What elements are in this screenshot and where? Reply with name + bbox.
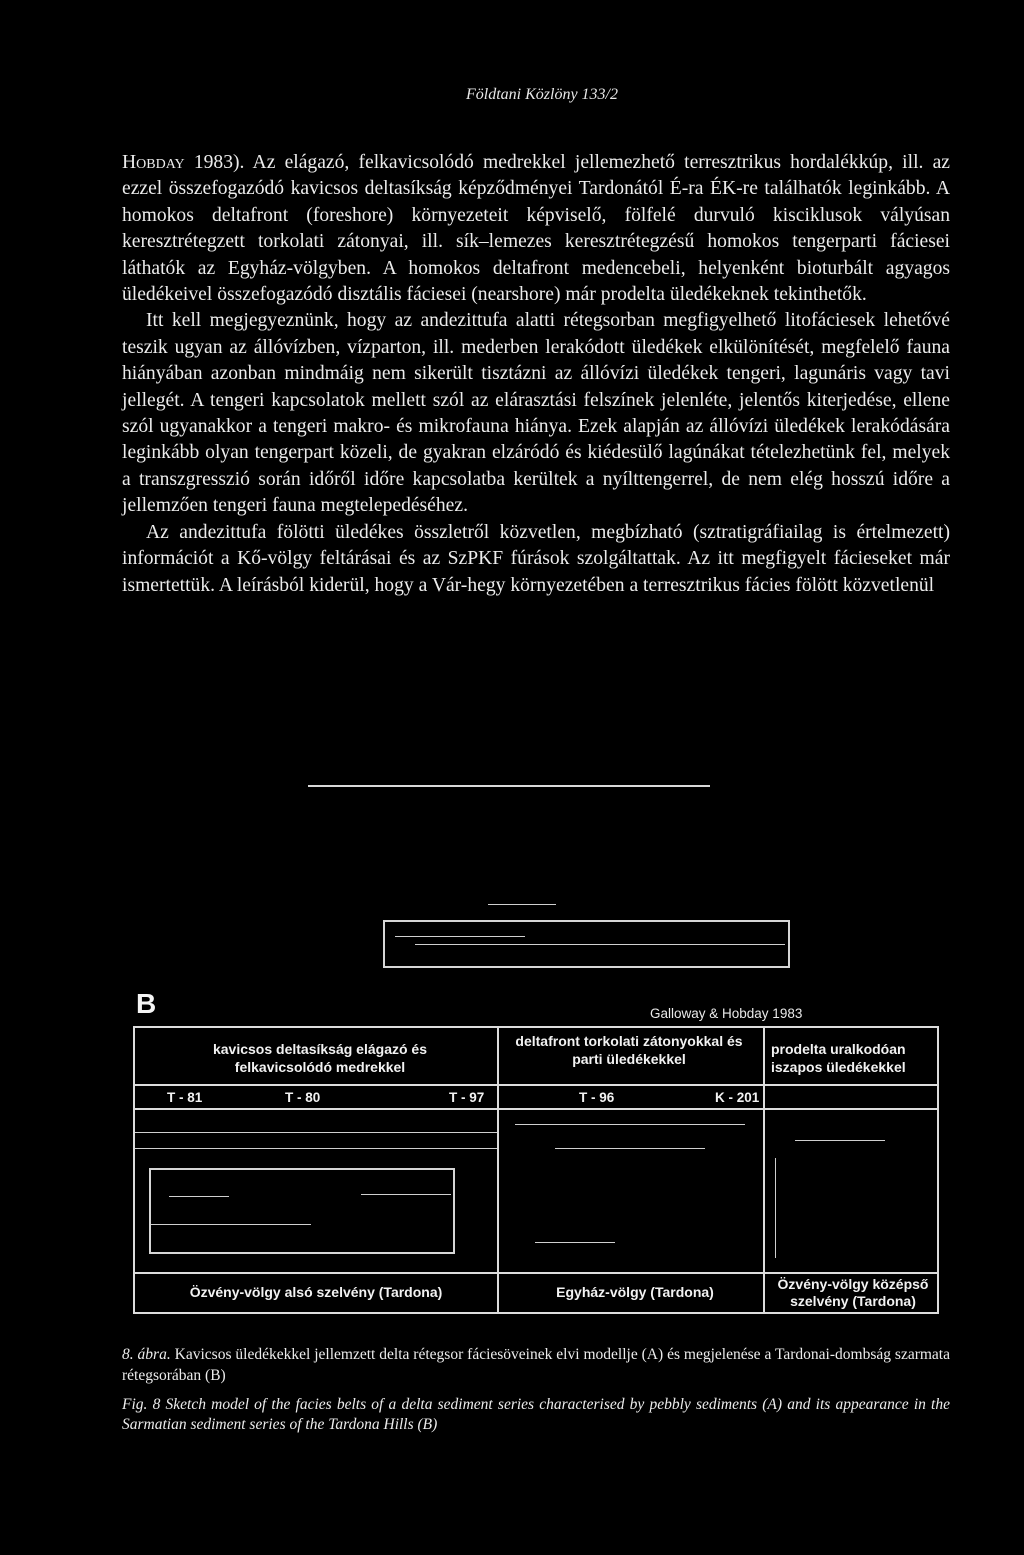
caption-hu: [122, 1345, 950, 1387]
footer-ozveny-also: Özvény-völgy alsó szelvény (Tardona): [189, 1284, 443, 1300]
well-label: T - 96: [579, 1090, 615, 1105]
well-label: K - 201: [715, 1090, 760, 1105]
facies-line: [515, 1124, 745, 1125]
facies-line: [555, 1148, 705, 1149]
paragraph-2: Itt kell megjegyeznünk, hogy az andezittufa alatti rétegsorban megfigyelhető litofáciesek lehetővé teszik ugyan az állóvízben, vízparton, ill. mederben lerakódott üledékek elkülönítését, megfelelő fauna hiányában azonban mindmáig nem sikerült tisztázni az állóvízi üledékek tengeri, lagunáris vagy tavi jellegét. A tengeri kapcsolatok mellett szól az elárasztási felszínek jelenléte, jelentős kiterjedése, ellene szól ugyanakkor a tengeri makro- és mikrofauna hiánya. Ezek alapján az állóvízi üledékek lerakódására leginkább olyan tengerpart közeli, de gyakran elzáródó és kiédesülő lagúnákat tételezhetünk fel, melyek a transzgresszió során időről időre kapcsolatba kerültek a nyílttengerrel, de nem elég hosszú időre a jellemzően tengeri fauna megtelepedéséhez.: [122, 310, 950, 517]
paragraph-1: [122, 150, 950, 308]
running-head: Földtani Közlöny 133/2: [466, 86, 618, 103]
facies-line: [535, 1242, 615, 1243]
column-divider: [497, 1028, 499, 1312]
row-divider: [135, 1084, 937, 1086]
footer-ozveny-kozepso: Özvény-völgy középső szelvény (Tardona): [777, 1276, 929, 1309]
caption-en: Fig. 8 Sketch model of the facies belts of a delta sediment series characterised by pebbly sediments (A) and its appearance in the Sarmatian sediment series of the Tardona Hills (B): [122, 1395, 950, 1434]
paragraph-3: Az andezittufa fölötti üledékes összletről közvetlen, megbízható (sztratigráfiailag is értelmezett) információt a Kő-völgy feltárásai és az SzPKF fúrások szolgáltattak. Az itt megfigyelt fácieseket már ismertettük. A leírásból kiderül, hogy a Vár-hegy környezetében a terresztrikus fácies fölött közvetlenül: [122, 521, 950, 596]
facies-line: [135, 1148, 497, 1149]
panel-a-line: [488, 904, 556, 905]
facies-line: [775, 1158, 776, 1258]
footer-egyhaz: Egyház-völgy (Tardona): [556, 1284, 714, 1300]
column-divider: [763, 1028, 765, 1312]
row-divider: [135, 1108, 937, 1110]
body-text: [122, 150, 950, 599]
header-prodelta: prodelta uralkodóan iszapos üledékekkel: [771, 1041, 906, 1075]
caption-hu-text: Kavicsos üledékekkel jellemzett delta rétegsor fáciesöveinek elvi modellje (A) és megjelenése a Tardonai-dombság szarmata rétegsorában (B): [122, 1346, 950, 1384]
well-label: T - 80: [285, 1090, 321, 1105]
facies-line: [361, 1194, 451, 1195]
well-label: T - 97: [449, 1090, 485, 1105]
well-label: T - 81: [167, 1090, 203, 1105]
row-divider: [135, 1272, 937, 1274]
figure-caption: [122, 1345, 950, 1444]
facies-figure-table: [133, 1026, 939, 1314]
facies-line: [151, 1224, 311, 1225]
caption-hu-label: 8. ábra.: [122, 1346, 171, 1363]
paragraph-1-text: 1983). Az elágazó, felkavicsolódó medrekkel jellemezhető terresztrikus hordalékkúp, ill. az ezzel összefogazódó kavicsos deltasíkság képződményei Tardonától É-ra ÉK-re találhatók leginkább. A homokos deltafront (foreshore) környezeteit képviselő, fölfelé durvuló kisciklusok vályúsan keresztrétegzett torkolati zátonyai, ill. sík–lemezes keresztrétegzésű homokos tengerparti fáciesei láthatók az Egyház-völgyben. A homokos deltafront medencebeli, helyenként bioturbált agyagos üledékeivel összefogazódó disztális fáciesei (nearshore) már prodelta üledékeknek tekinthetők.: [122, 152, 950, 306]
author-smallcaps: Hobday: [122, 152, 185, 173]
figure-credit: Galloway & Hobday 1983: [650, 1006, 803, 1021]
panel-a-sketch-line: [415, 944, 785, 945]
facies-line: [169, 1196, 229, 1197]
panel-a-sketch-line: [395, 936, 525, 937]
header-delta-plain: kavicsos deltasíkság elágazó és felkavicsolódó medrekkel: [212, 1041, 427, 1075]
facies-line: [135, 1132, 497, 1133]
header-delta-front: deltafront torkolati zátonyokkal és parti üledékekkel: [515, 1033, 743, 1067]
section-separator: [308, 785, 710, 787]
panel-letter: B: [136, 988, 157, 1019]
facies-inner-box: [149, 1168, 455, 1254]
facies-line: [795, 1140, 885, 1141]
panel-a-box: [383, 920, 790, 968]
